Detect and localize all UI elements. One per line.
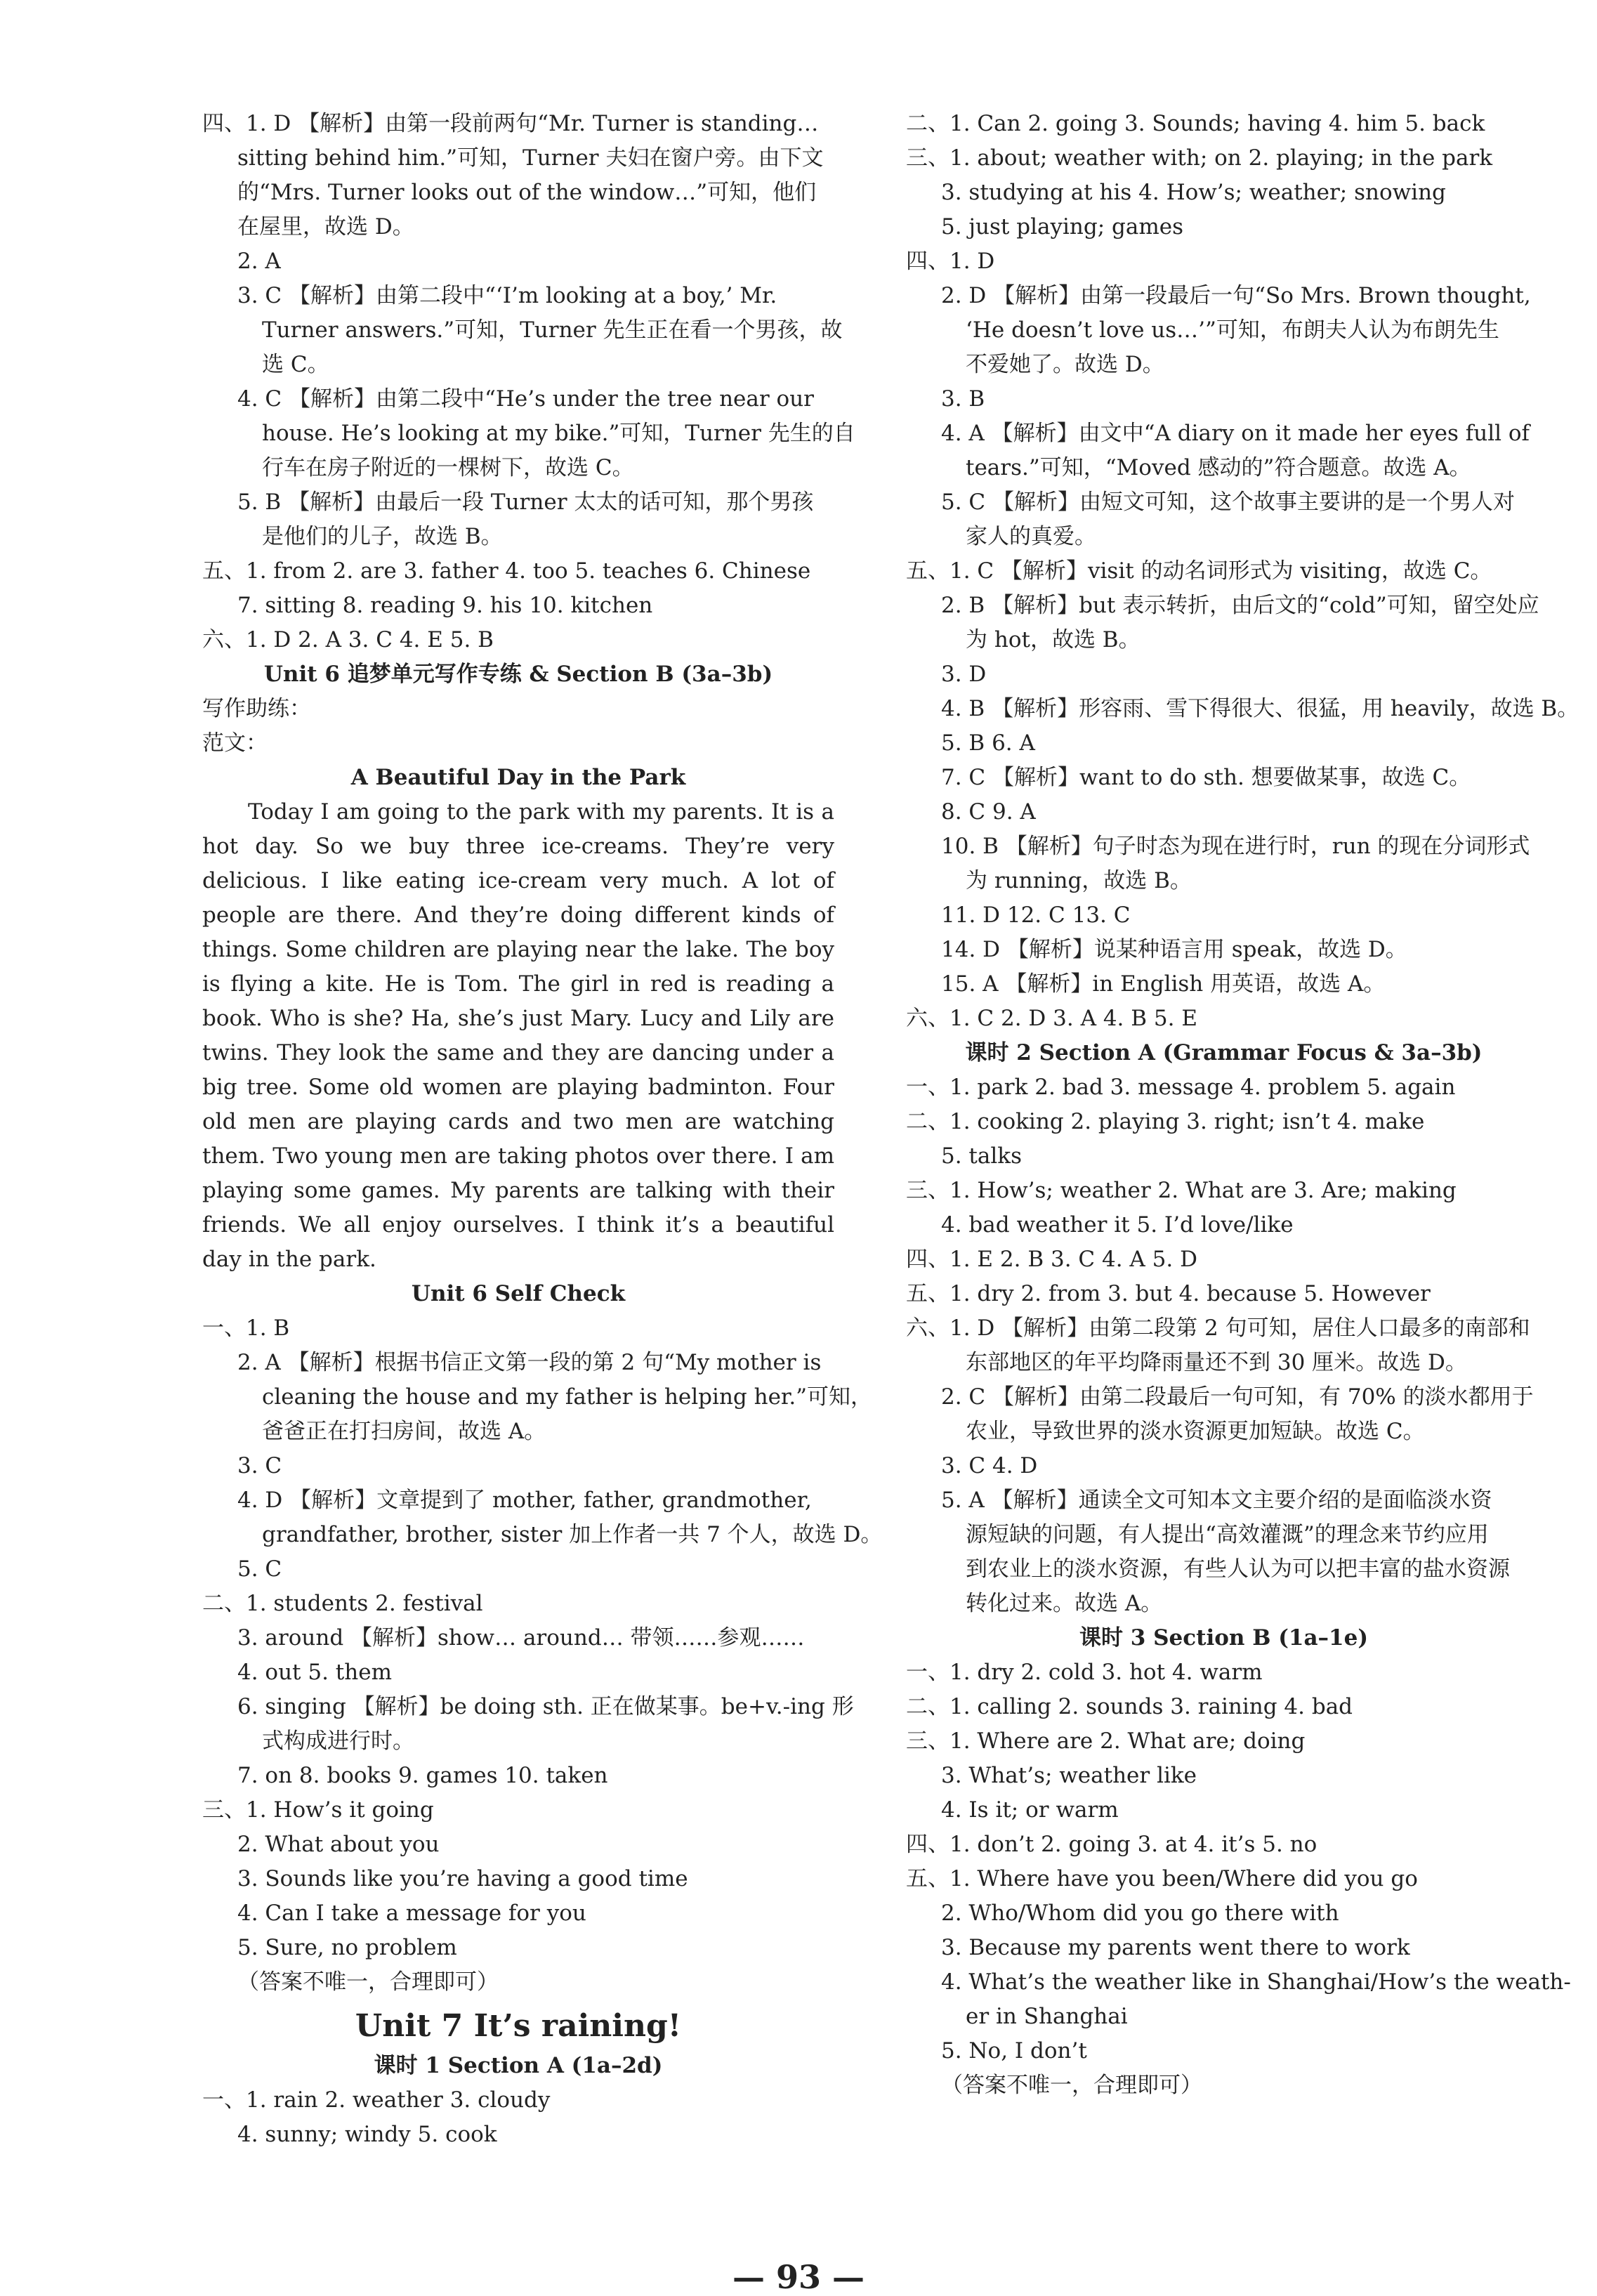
answer-line: 四、1. D [906, 249, 995, 274]
answer-line: 4. C 【解析】由第二段中“He’s under the tree near our [237, 386, 814, 412]
answer-line: 六、1. C 2. D 3. A 4. B 5. E [906, 1006, 1197, 1031]
answer-line: ‘He doesn’t love us…’”可知，布朗夫人认为布朗先生 [966, 317, 1499, 343]
left-answers-unit7 [202, 2049, 834, 2152]
answer-line: 转化过来。故选 A。 [966, 1591, 1163, 1616]
answer-line: 一、1. dry 2. cold 3. hot 4. warm [906, 1660, 1263, 1685]
page-number: — 93 — [732, 2258, 865, 2296]
answer-line: 2. D 【解析】由第一段最后一句“So Mrs. Brown thought, [941, 283, 1531, 308]
answer-line: tears.”可知，“Moved 感动的”符合题意。故选 A。 [966, 455, 1471, 480]
answer-line: 式构成进行时。 [262, 1728, 414, 1754]
answer-line: 二、1. Can 2. going 3. Sounds; having 4. him 5. back [906, 111, 1485, 136]
answer-line: 6. singing 【解析】be doing sth. 正在做某事。be+v.-ing 形 [237, 1694, 854, 1719]
answer-line: （答案不唯一，合理即可） [941, 2073, 1202, 2098]
answer-line: 11. D 12. C 13. C [941, 903, 1131, 928]
answer-line: 农业，导致世界的淡水资源更加短缺。故选 C。 [966, 1419, 1425, 1444]
answer-line: 3. Sounds like you’re having a good time [237, 1866, 688, 1891]
answer-line: 的“Mrs. Turner looks out of the window…”可知，他们 [237, 180, 817, 205]
answer-line: 为 running，故选 B。 [966, 868, 1192, 893]
answer-line: 3. C 4. D [941, 1453, 1038, 1478]
answer-line: 5. A 【解析】通读全文可知本文主要介绍的是面临淡水资 [941, 1488, 1492, 1513]
answer-line: 源短缺的问题，有人提出“高效灌溉”的理念来节约应用 [966, 1522, 1489, 1547]
left-answers-self-check [202, 1277, 883, 2000]
answer-line: 5. No, I don’t [941, 2038, 1087, 2064]
answer-line: 7. on 8. books 9. games 10. taken [237, 1763, 608, 1788]
answer-line: 范文： [202, 730, 268, 756]
answer-line: 3. D [941, 662, 987, 687]
answer-line: 4. D 【解析】文章提到了 mother, father, grandmother, [237, 1488, 812, 1513]
answer-line: 3. B [941, 386, 985, 412]
answer-line: 三、1. Where are 2. What are; doing [906, 1728, 1306, 1754]
section-heading: A Beautiful Day in the Park [350, 765, 686, 790]
answer-line: cleaning the house and my father is helping her.”可知， [262, 1384, 873, 1410]
section-heading: Unit 6 追梦单元写作专练 & Section B (3a–3b) [263, 662, 773, 687]
answer-line: 二、1. calling 2. sounds 3. raining 4. bad [906, 1694, 1353, 1719]
answer-line: 4. sunny; windy 5. cook [237, 2122, 497, 2147]
answer-line: house. He’s looking at my bike.”可知，Turner 先生的自 [262, 421, 855, 446]
left-answers-unit6 [202, 107, 855, 795]
answer-line: 五、1. C 【解析】visit 的动名词形式为 visiting，故选 C。 [906, 558, 1492, 584]
answer-line: 7. sitting 8. reading 9. his 10. kitchen [237, 593, 653, 618]
answer-line: 五、1. Where have you been/Where did you go [906, 1866, 1418, 1891]
answer-line: 在屋里，故选 D。 [237, 214, 414, 240]
answer-line: 5. B 6. A [941, 730, 1035, 756]
answer-line: 一、1. park 2. bad 3. message 4. problem 5. again [906, 1075, 1456, 1100]
model-essay: Today I am going to the park with my parents. It is a hot day. So we buy three ice-creams. They’re very delicious. I like eating ice-cream very much. A lot of people are there. And they’re doing different kinds of things. Some children are playing near the lake. The boy is flying a kite. He is Tom. The girl in red is reading a book. Who is she? Ha, she’s just Mary. Lucy and Lily are twins. They look the same and they are dancing under a big tree. Some old women are playing badminton. Four old men are playing cards and two men are watching them. Two young men are taking photos over there. I am playing some games. My parents are talking with their friends. We all enjoy ourselves. I think it’s a beautiful day in the park. [202, 799, 834, 1272]
answer-line: 六、1. D 【解析】由第二段第 2 句可知，居住人口最多的南部和 [906, 1316, 1530, 1341]
unit7-title: Unit 7 It’s raining! [355, 2008, 682, 2044]
answer-line: 五、1. dry 2. from 3. but 4. because 5. However [906, 1281, 1431, 1306]
answer-line: 5. B 【解析】由最后一段 Turner 太太的话可知，那个男孩 [237, 490, 814, 515]
answer-line: 4. Is it; or warm [941, 1797, 1119, 1823]
answer-line: grandfather, brother, sister 加上作者一共 7 个人，故选 D。 [262, 1522, 883, 1547]
answer-line: 5. C 【解析】由短文可知，这个故事主要讲的是一个男人对 [941, 490, 1516, 515]
answer-line: 3. studying at his 4. How’s; weather; snowing [941, 180, 1446, 205]
answer-line: 7. C 【解析】want to do sth. 想要做某事，故选 C。 [941, 765, 1471, 790]
answer-line: 5. Sure, no problem [237, 1935, 457, 1960]
answer-line: 是他们的儿子，故选 B。 [262, 524, 503, 549]
answer-line: 5. talks [941, 1143, 1022, 1169]
answer-line: 3. Because my parents went there to work [941, 1935, 1410, 1960]
answer-line: 四、1. don’t 2. going 3. at 4. it’s 5. no [906, 1832, 1317, 1857]
answer-line: 2. B 【解析】but 表示转折，由后文的“cold”可知，留空处应 [941, 593, 1539, 618]
answer-line: 4. B 【解析】形容雨、雪下得很大、很猛，用 heavily，故选 B。 [941, 696, 1579, 721]
answer-line: 4. bad weather it 5. I’d love/like [941, 1212, 1294, 1238]
answer-line: 2. C 【解析】由第二段最后一句可知，有 70% 的淡水都用于 [941, 1384, 1534, 1410]
answer-line: 2. Who/Whom did you go there with [941, 1901, 1339, 1926]
answer-line: 家人的真爱。 [966, 524, 1096, 549]
answer-line: 五、1. from 2. are 3. father 4. too 5. teaches 6. Chinese [202, 558, 811, 584]
answer-line: 5. C [237, 1556, 282, 1582]
right-column [906, 107, 1579, 2103]
answer-line: 三、1. How’s it going [202, 1797, 434, 1823]
answer-line: er in Shanghai [966, 2004, 1128, 2029]
answer-line: 一、1. B [202, 1316, 290, 1341]
answer-line: （答案不唯一，合理即可） [237, 1969, 499, 1995]
answer-line: 六、1. D 2. A 3. C 4. E 5. B [202, 627, 494, 652]
answer-line: 爸爸正在打扫房间，故选 A。 [262, 1419, 546, 1444]
section-heading: 课时 1 Section A (1a–2d) [374, 2053, 663, 2078]
answer-line: 4. Can I take a message for you [237, 1901, 586, 1926]
answer-line: 不爱她了。故选 D。 [966, 352, 1164, 377]
answer-line: 3. What’s; weather like [941, 1763, 1197, 1788]
answer-line: 一、1. rain 2. weather 3. cloudy [202, 2087, 551, 2113]
answer-line: 二、1. cooking 2. playing 3. right; isn’t 4. make [906, 1109, 1425, 1134]
section-heading: 课时 3 Section B (1a–1e) [1079, 1625, 1369, 1651]
answer-line: 3. around 【解析】show… around… 带领……参观…… [237, 1625, 805, 1651]
answer-line: 3. C [237, 1453, 282, 1478]
right-answers [906, 107, 1579, 2103]
answer-line: Turner answers.”可知，Turner 先生正在看一个男孩，故 [262, 317, 843, 343]
answer-line: 15. A 【解析】in English 用英语，故选 A。 [941, 971, 1386, 997]
answer-line: 三、1. about; weather with; on 2. playing; in the park [906, 145, 1493, 171]
answer-line: 为 hot，故选 B。 [966, 627, 1141, 652]
answer-line: 二、1. students 2. festival [202, 1591, 483, 1616]
answer-line: 2. A 【解析】根据书信正文第一段的第 2 句“My mother is [237, 1350, 822, 1375]
answer-line: 东部地区的年平均降雨量还不到 30 厘米。故选 D。 [966, 1350, 1467, 1375]
section-heading: Unit 6 Self Check [411, 1281, 626, 1306]
answer-line: 5. just playing; games [941, 214, 1183, 240]
answer-line: 四、1. D 【解析】由第一段前两句“Mr. Turner is standing… [202, 111, 819, 136]
left-column [202, 107, 883, 2152]
answer-line: 2. What about you [237, 1832, 440, 1857]
answer-line: 选 C。 [262, 352, 329, 377]
answer-line: 4. What’s the weather like in Shanghai/How’s the weath- [941, 1969, 1571, 1995]
answer-line: 14. D 【解析】说某种语言用 speak，故选 D。 [941, 937, 1407, 962]
answer-line: 4. out 5. them [237, 1660, 392, 1685]
answer-line: sitting behind him.”可知，Turner 夫妇在窗户旁。由下文 [237, 145, 824, 171]
answer-line: 10. B 【解析】句子时态为现在进行时，run 的现在分词形式 [941, 834, 1530, 859]
answer-line: 四、1. E 2. B 3. C 4. A 5. D [906, 1247, 1197, 1272]
answer-line: 写作助练： [202, 696, 311, 721]
answer-line: 4. A 【解析】由文中“A diary on it made her eyes full of [941, 421, 1530, 446]
answer-line: 2. A [237, 249, 281, 274]
answer-line: 3. C 【解析】由第二段中“‘I’m looking at a boy,’ Mr. [237, 283, 777, 308]
answer-line: 8. C 9. A [941, 799, 1036, 825]
answer-line: 到农业上的淡水资源，有些人认为可以把丰富的盐水资源 [966, 1556, 1510, 1582]
answer-line: 行车在房子附近的一棵树下，故选 C。 [262, 455, 634, 480]
answer-line: 三、1. How’s; weather 2. What are 3. Are; making [906, 1178, 1457, 1203]
section-heading: 课时 2 Section A (Grammar Focus & 3a–3b) [965, 1040, 1483, 1065]
